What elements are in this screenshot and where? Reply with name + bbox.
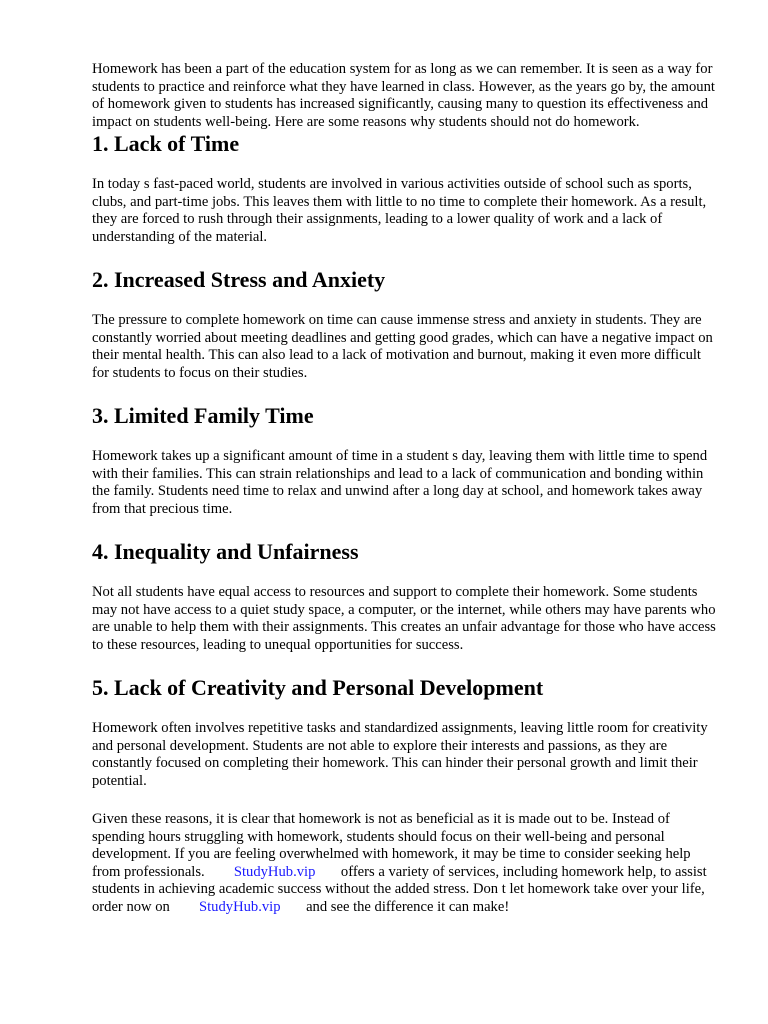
closing-paragraph [92, 811, 720, 916]
section-heading-lack-of-time: 1. Lack of Time [92, 131, 240, 156]
section-heading-family-time: 3. Limited Family Time [92, 403, 314, 428]
section-body-creativity: Homework often involves repetitive tasks and standardized assignments, leaving little room for creativity and personal development. Students are not able to explore their interests and passions, as they are constantly focused on completing their homework. This can hinder their personal growth and limit their potential. [92, 720, 708, 789]
studyhub-link-1[interactable]: StudyHub.vip [233, 863, 316, 880]
section-body-stress-anxiety: The pressure to complete homework on time can cause immense stress and anxiety in students. They are constantly worried about meeting deadlines and getting good grades, which can have a negative impact on their mental health. This can also lead to a lack of motivation and burnout, making it even more difficult for students to focus on their studies. [92, 312, 713, 381]
document-page [92, 61, 720, 916]
closing-text-1: Given these reasons, it is clear that homework is not as beneficial as it is made out to be. Instead of spending hours struggling with homework, students should focus on their well-being and personal development. If you are feeling overwhelmed with homework, it may be time to consider seeking help from professionals. [92, 811, 691, 880]
section-body-family-time: Homework takes up a significant amount of time in a student s day, leaving them with little time to spend with their families. This can strain relationships and lead to a lack of communication and bonding within the family. Students need time to relax and unwind after a long day at school, and homework takes away from that precious time. [92, 448, 708, 517]
section-body-inequality: Not all students have equal access to resources and support to complete their homework. Some students may not have access to a quiet study space, a computer, or the internet, while others may have parents who are unable to help them with their assignments. This creates an unfair advantage for those who have access to these resources, leading to unequal opportunities for success. [92, 584, 716, 653]
section-body-lack-of-time: In today s fast-paced world, students are involved in various activities outside of school such as sports, clubs, and part-time jobs. This leaves them with little to no time to complete their homework. As a result, they are forced to rush through their assignments, leading to a lower quality of work and a lack of understanding of the material. [92, 176, 707, 245]
section-heading-creativity: 5. Lack of Creativity and Personal Development [92, 675, 544, 700]
studyhub-link-2[interactable]: StudyHub.vip [199, 898, 281, 915]
section-heading-inequality: 4. Inequality and Unfairness [92, 539, 359, 564]
intro-paragraph: Homework has been a part of the education system for as long as we can remember. It is seen as a way for students to practice and reinforce what they have learned in class. However, as the years go by, the amount of homework given to students has increased significantly, causing many to question its effectiveness and impact on students well-being. Here are some reasons why students should not do homework. [92, 61, 715, 130]
section-heading-stress-anxiety: 2. Increased Stress and Anxiety [92, 267, 386, 292]
closing-text-2: offers a variety of services, including homework help, to assist students in achieving academic success without the added stress. Don t let homework take over your life, order now on [92, 863, 707, 915]
closing-text-3: and see the difference it can make! [306, 898, 510, 915]
